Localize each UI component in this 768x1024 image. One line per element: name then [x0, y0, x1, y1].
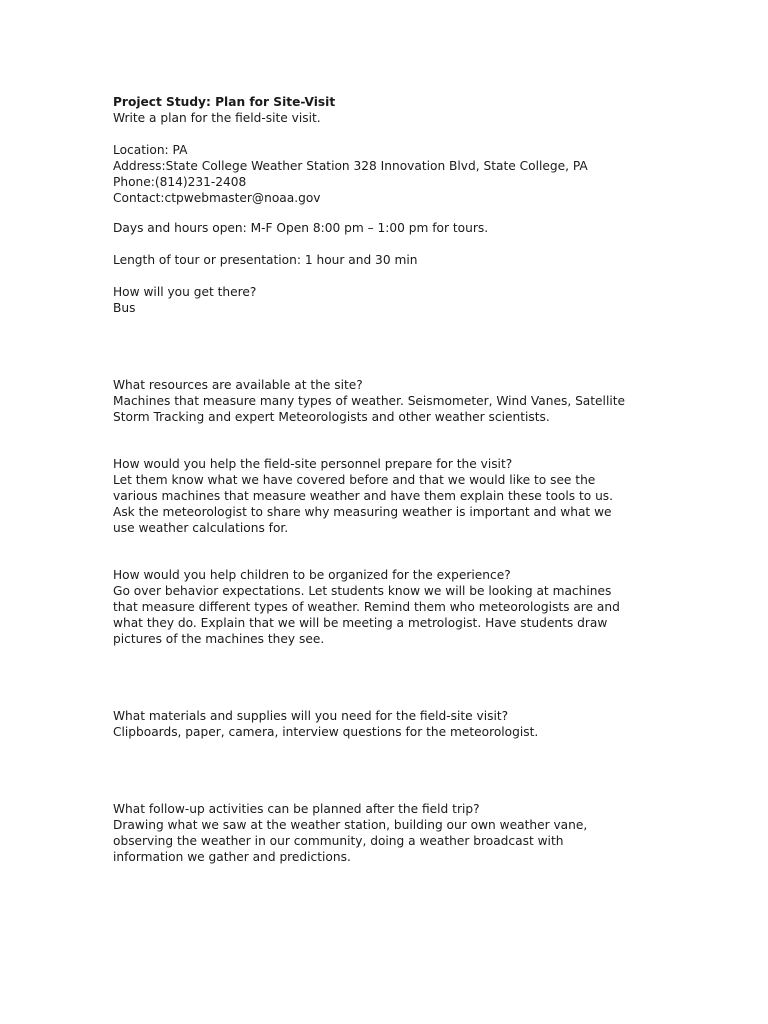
resources-question: What resources are available at the site? [113, 378, 363, 392]
transport-answer: Bus [113, 301, 136, 315]
followup-answer-line: observing the weather in our community, doing a weather broadcast with [113, 834, 564, 848]
days-hours-text: Days and hours open: M-F Open 8:00 pm – 1:00 pm for tours. [113, 221, 489, 235]
resources-answer-line: Storm Tracking and expert Meteorologists and other weather scientists. [113, 410, 550, 424]
personnel-answer-line: various machines that measure weather and have them explain these tools to us. [113, 489, 614, 503]
personnel-answer-line: Let them know what we have covered before and that we would like to see the [113, 473, 596, 487]
contact-text: Contact:ctpwebmaster@noaa.gov [113, 191, 321, 205]
tour-length-text: Length of tour or presentation: 1 hour and 30 min [113, 253, 418, 267]
children-answer-line: Go over behavior expectations. Let students know we will be looking at machines [113, 584, 612, 598]
children-answer-line: what they do. Explain that we will be meeting a metrologist. Have students draw [113, 616, 608, 630]
location-text: Location: PA [113, 143, 188, 157]
followup-answer-line: Drawing what we saw at the weather station, building our own weather vane, [113, 818, 588, 832]
materials-question: What materials and supplies will you need for the field-site visit? [113, 709, 509, 723]
followup-question: What follow-up activities can be planned after the field trip? [113, 802, 480, 816]
personnel-question: How would you help the field-site personnel prepare for the visit? [113, 457, 513, 471]
personnel-answer-line: use weather calculations for. [113, 521, 289, 535]
children-question: How would you help children to be organized for the experience? [113, 568, 511, 582]
materials-answer: Clipboards, paper, camera, interview questions for the meteorologist. [113, 725, 539, 739]
instruction-text: Write a plan for the field-site visit. [113, 111, 321, 125]
document-title: Project Study: Plan for Site-Visit [113, 95, 336, 109]
children-answer-line: that measure different types of weather. Remind them who meteorologists are and [113, 600, 620, 614]
transport-question: How will you get there? [113, 285, 257, 299]
followup-answer-line: information we gather and predictions. [113, 850, 351, 864]
phone-text: Phone:(814)231-2408 [113, 175, 247, 189]
resources-answer-line: Machines that measure many types of weather. Seismometer, Wind Vanes, Satellite [113, 394, 625, 408]
address-text: Address:State College Weather Station 328 Innovation Blvd, State College, PA [113, 159, 588, 173]
children-answer-line: pictures of the machines they see. [113, 632, 325, 646]
personnel-answer-line: Ask the meteorologist to share why measuring weather is important and what we [113, 505, 612, 519]
